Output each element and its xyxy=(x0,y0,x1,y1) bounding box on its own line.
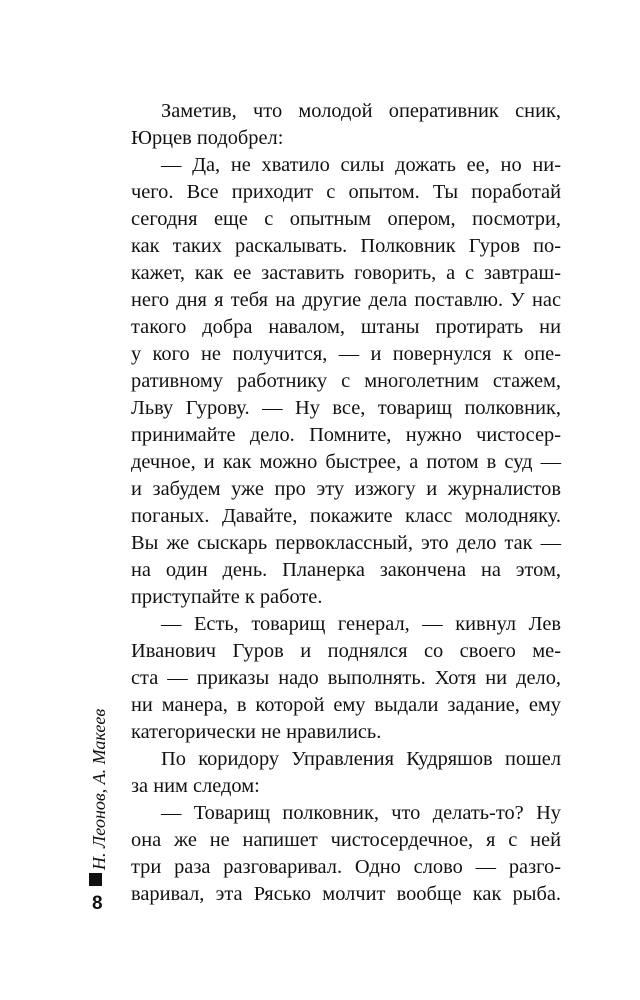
text-line: ративному работнику с многолетним стажем, xyxy=(131,370,561,392)
text-line: принимайте дело. Помните, нужно чистосер- xyxy=(131,424,561,446)
text-line: — Есть, товарищ генерал, — кивнул Лев xyxy=(161,613,561,635)
text-line: — Товарищ полковник, что делать-то? Ну xyxy=(161,802,561,824)
text-line: кажет, как ее заставить говорить, а с завтраш- xyxy=(131,262,561,284)
text-line: три раза разговаривал. Одно слово — разго- xyxy=(131,856,561,878)
text-line: — Да, не хватило силы дожать ее, но ни- xyxy=(161,154,561,176)
text-line: у кого не получится, — и повернулся к опе- xyxy=(131,343,561,365)
text-line: поганых. Давайте, покажите класс молодняку. xyxy=(131,505,561,527)
text-line: Иванович Гуров и поднялся со своего ме- xyxy=(131,640,561,662)
text-line: него дня я тебя на другие дела поставлю. У нас xyxy=(131,289,561,311)
text-line: как таких раскалывать. Полковник Гуров по- xyxy=(131,235,561,257)
text-line: Юрцев подобрел: xyxy=(131,127,284,149)
text-line: ста — приказы надо выполнять. Хотя ни дело, xyxy=(131,667,561,689)
text-line: чего. Все приходит с опытом. Ты поработай xyxy=(131,181,561,203)
text-line: Льву Гурову. — Ну все, товарищ полковник, xyxy=(131,397,561,419)
text-line: такого добра навалом, штаны протирать ни xyxy=(131,316,561,338)
text-line: Вы же сыскарь первоклассный, это дело так — xyxy=(131,532,561,554)
text-line: варивал, эта Рясько молчит вообще как рыба. xyxy=(131,883,561,905)
text-line: Заметив, что молодой оперативник сник, xyxy=(161,100,561,122)
text-line: категорически не нравились. xyxy=(131,721,382,743)
text-line: на один день. Планерка закончена на этом, xyxy=(131,559,561,581)
text-line: сегодня еще с опытным опером, посмотри, xyxy=(131,208,561,230)
text-line: приступайте к работе. xyxy=(131,586,323,608)
text-line: она же не напишет чистосердечное, я с ней xyxy=(131,829,561,851)
text-line: ни манера, в которой ему выдали задание, ему xyxy=(131,694,561,716)
text-line: за ним следом: xyxy=(131,775,260,797)
square-marker-icon xyxy=(89,873,102,886)
body-text xyxy=(131,98,561,908)
page-number: 8 xyxy=(92,893,103,914)
author-credit: Н. Леонов, А. Макеев xyxy=(89,708,109,870)
text-line: и забудем уже про эту изжогу и журналистов xyxy=(131,478,561,500)
text-line: По коридору Управления Кудряшов пошел xyxy=(161,748,561,770)
text-line: дечное, и как можно быстрее, а потом в суд — xyxy=(131,451,561,473)
